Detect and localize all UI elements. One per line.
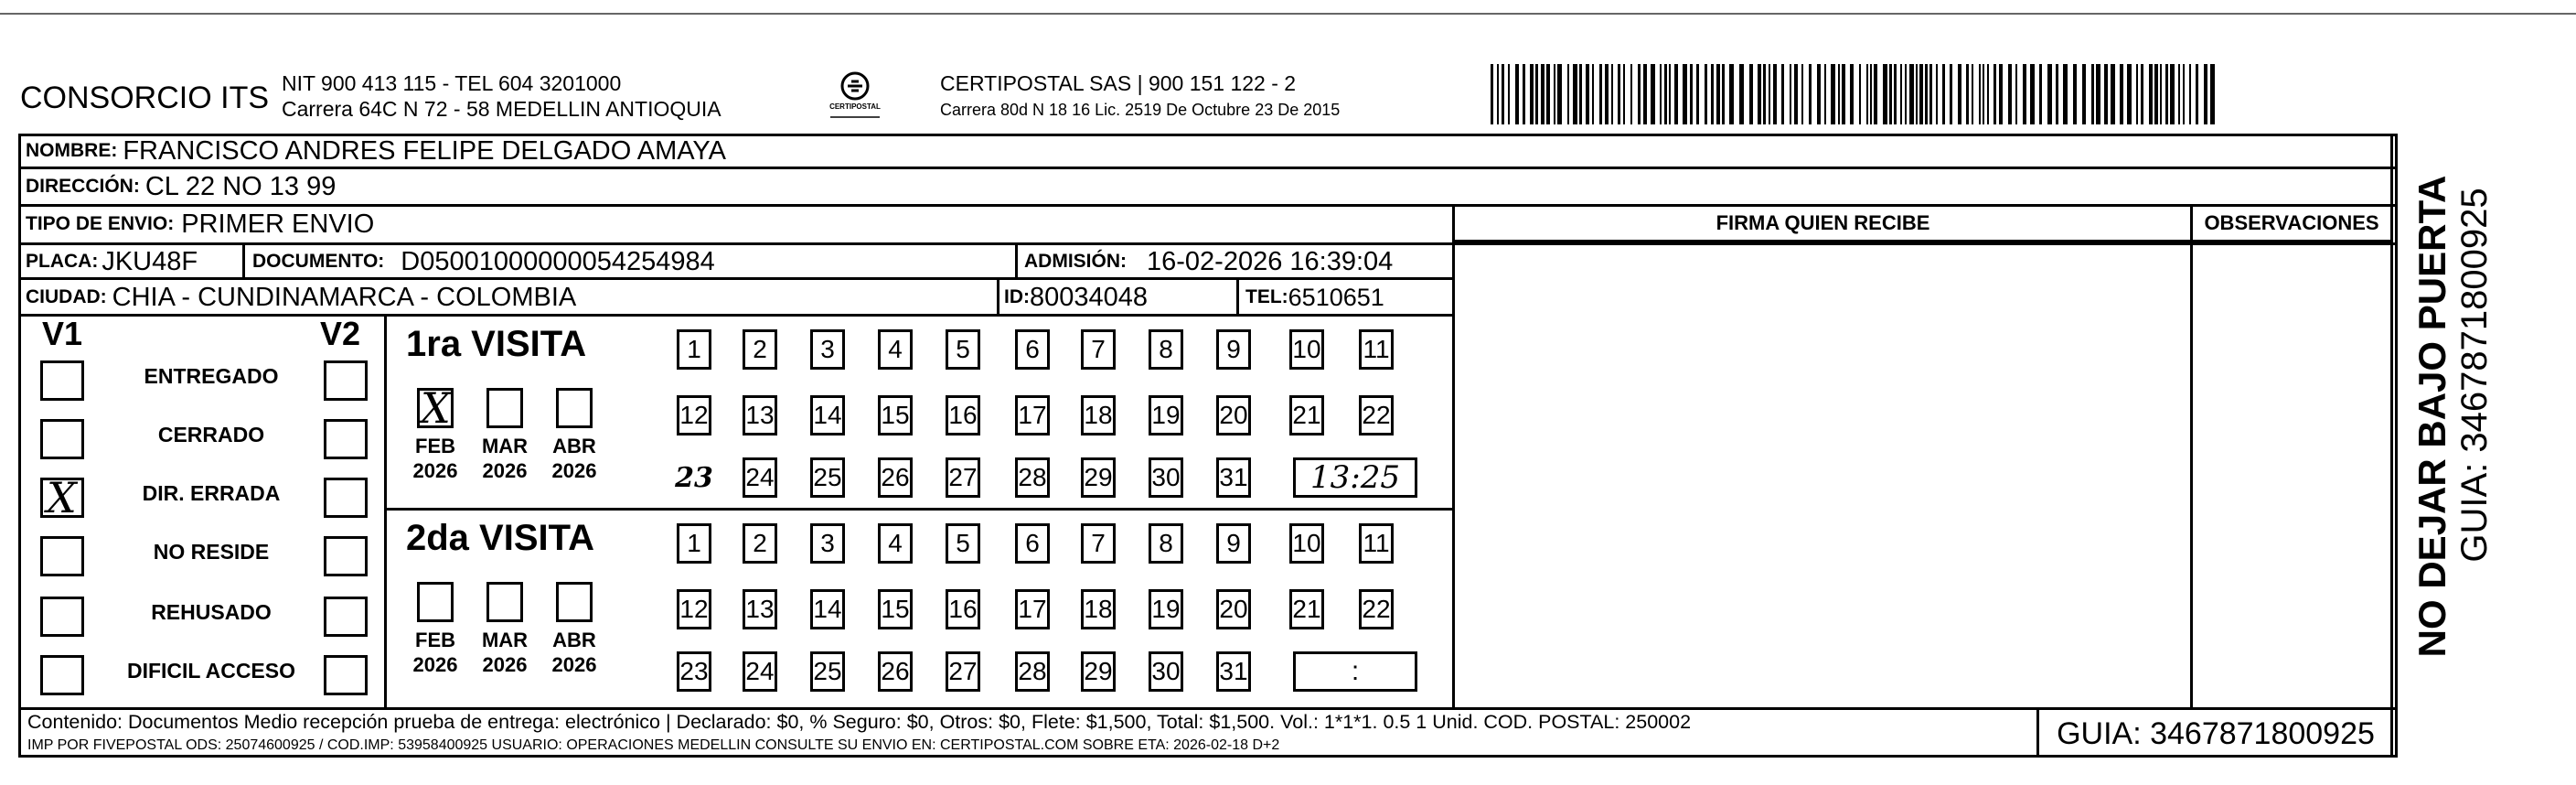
v2-checkbox-3[interactable] (324, 536, 368, 576)
top-edge-line (0, 13, 2576, 15)
admision-cell (1024, 244, 1393, 279)
visit-1-day-box[interactable]: 23 (675, 461, 713, 494)
visit-1-month-box[interactable] (417, 383, 454, 433)
no-dejar-bajo-puerta: NO DEJAR BAJO PUERTA (2410, 175, 2453, 658)
visit-2-day-box[interactable]: 30 (1149, 651, 1183, 692)
visit-1-title: 1ra VISITA (406, 324, 587, 364)
visit-2-title: 2da VISITA (406, 518, 594, 558)
direccion-value: CL 22 NO 13 99 (144, 171, 337, 201)
status-option-label: NO RESIDE (153, 540, 270, 564)
visit-2-time-box[interactable]: : (1293, 651, 1417, 692)
documento-value: D05001000000054254984 (401, 246, 715, 276)
visit-2-day-box[interactable]: 18 (1081, 589, 1116, 629)
month-year: 2026 (412, 653, 458, 676)
visit-1-month-box[interactable] (556, 388, 593, 428)
id-value: 80034048 (1030, 282, 1149, 312)
visit-1-day-box[interactable]: 5 (946, 329, 980, 370)
visit-1-day-box[interactable]: 6 (1015, 329, 1050, 370)
direccion-label: DIRECCIÓN: (26, 176, 140, 197)
visit-2-day-box[interactable]: 6 (1015, 523, 1050, 564)
visit-2-day-box[interactable]: 20 (1216, 589, 1251, 629)
tipo-value: PRIMER ENVIO (181, 209, 375, 239)
v1-checkbox-1[interactable] (40, 419, 84, 459)
visit-1-day-box[interactable]: 7 (1081, 329, 1116, 370)
month-check-mark: X (421, 383, 451, 433)
visit-2-month-label (547, 628, 602, 677)
visit-2-day-box[interactable]: 1 (677, 523, 711, 564)
status-option-label: REHUSADO (151, 600, 272, 624)
visit-2-day-box[interactable]: 27 (946, 651, 980, 692)
visit-2-day-box[interactable]: 28 (1015, 651, 1050, 692)
visit-2-day-box[interactable]: 13 (743, 589, 777, 629)
visit-1-day-box[interactable]: 14 (810, 395, 845, 436)
tipo-row (26, 206, 374, 242)
month-name: ABR (552, 435, 596, 457)
status-option-label: DIFICIL ACCESO (126, 659, 295, 683)
visit-1-month-box[interactable] (486, 388, 523, 428)
visit-2-day-box[interactable]: 9 (1216, 523, 1251, 564)
v1-check-mark: X (47, 473, 77, 522)
v1-checkbox-5[interactable] (40, 655, 84, 695)
ciudad-cell (26, 279, 576, 316)
firma-header: FIRMA QUIEN RECIBE (1716, 211, 1930, 234)
visit-2-day-box[interactable]: 10 (1289, 523, 1324, 564)
visit-2-day-box[interactable]: 17 (1015, 589, 1050, 629)
visit-1-day-box[interactable]: 31 (1216, 457, 1251, 498)
visit-1-month-label (547, 434, 602, 483)
visit-2-day-box[interactable]: 25 (810, 651, 845, 692)
observaciones-header: OBSERVACIONES (2204, 211, 2379, 234)
visit-2-day-box[interactable]: 23 (677, 651, 711, 692)
visit-1-day-box[interactable]: 1 (677, 329, 711, 370)
visit-1-day-box[interactable]: 28 (1015, 457, 1050, 498)
visit-2-day-box[interactable]: 19 (1149, 589, 1183, 629)
footer-guia: GUIA: 3467871800925 (2057, 715, 2375, 751)
placa-value: JKU48F (102, 246, 198, 276)
visit-1-day-box[interactable]: 16 (946, 395, 980, 436)
visit-1-day-box[interactable]: 17 (1015, 395, 1050, 436)
direccion-row (26, 168, 336, 205)
admision-label: ADMISIÓN: (1024, 251, 1127, 272)
v2-header: V2 (320, 315, 361, 352)
visit-2-month-label (408, 628, 463, 677)
month-name: FEB (415, 629, 455, 651)
visit-1-day-box[interactable]: 18 (1081, 395, 1116, 436)
v1-checkbox-0[interactable] (40, 360, 84, 401)
visit-2-day-box[interactable]: 26 (878, 651, 913, 692)
visit-1-day-box[interactable]: 24 (743, 457, 777, 498)
visit-1-day-box[interactable]: 29 (1081, 457, 1116, 498)
courier-address: Carrera 80d N 18 16 Lic. 2519 De Octubre 23 De 2015 (940, 101, 1341, 119)
visit-2-day-box[interactable]: 29 (1081, 651, 1116, 692)
status-option-label: CERRADO (157, 423, 265, 446)
visit-2-day-box[interactable]: 12 (677, 589, 711, 629)
visit-1-day-box[interactable]: 3 (810, 329, 845, 370)
month-year: 2026 (551, 459, 597, 482)
visit-2-month-box[interactable] (417, 582, 454, 622)
visit-1-day-box[interactable]: 13 (743, 395, 777, 436)
v1-checkbox-3[interactable] (40, 536, 84, 576)
id-cell (1004, 279, 1148, 316)
visit-2-day-box[interactable]: 8 (1149, 523, 1183, 564)
v1-checkbox-2[interactable] (40, 473, 84, 522)
barcode (1491, 64, 2213, 124)
month-year: 2026 (551, 653, 597, 676)
documento-label: DOCUMENTO: (252, 251, 385, 272)
ciudad-label: CIUDAD: (26, 286, 107, 307)
placa-label: PLACA: (26, 251, 99, 272)
v2-checkbox-5[interactable] (324, 655, 368, 695)
side-text-block (2410, 160, 2493, 672)
visit-1-time-box[interactable]: 13:25 (1293, 457, 1417, 498)
visit-2-day-box[interactable]: 4 (878, 523, 913, 564)
v1-checkbox-4[interactable] (40, 597, 84, 637)
tel-value: 6510651 (1288, 283, 1384, 311)
visit-1-day-box[interactable]: 4 (878, 329, 913, 370)
status-option-label: ENTREGADO (144, 364, 279, 388)
visit-1-day-box[interactable]: 27 (946, 457, 980, 498)
tel-label: TEL: (1245, 286, 1288, 307)
v1-header: V1 (42, 315, 83, 352)
visit-1-day-box[interactable]: 20 (1216, 395, 1251, 436)
logo-text: CERTIPOSTAL (829, 102, 881, 111)
month-name: MAR (481, 629, 529, 651)
status-option-label: DIR. ERRADA (142, 481, 281, 505)
v2-checkbox-1[interactable] (324, 419, 368, 459)
visit-1-day-box[interactable]: 25 (810, 457, 845, 498)
visit-1-day-box[interactable]: 9 (1216, 329, 1251, 370)
nombre-value: FRANCISCO ANDRES FELIPE DELGADO AMAYA (123, 135, 726, 166)
month-year: 2026 (412, 459, 458, 482)
visit-2-day-box[interactable]: 15 (878, 589, 913, 629)
v2-checkbox-0[interactable] (324, 360, 368, 401)
side-guia: GUIA: 3467871800925 (2454, 188, 2495, 563)
month-name: FEB (415, 435, 455, 457)
month-year: 2026 (482, 459, 528, 482)
contenido-line: Contenido: Documentos Medio recepción prueba de entrega: electrónico | Declarado: $0, % Seguro: $0, Otros: $0, Flete: $1,500, Total: $1,500. Vol.: 1*1*1. 0.5 1 Unid. COD. POSTAL: 250002 (27, 711, 1692, 733)
visit-2-day-box[interactable]: 2 (743, 523, 777, 564)
company-address: Carrera 64C N 72 - 58 MEDELLIN ANTIOQUIA (282, 97, 721, 121)
nit-line: NIT 900 413 115 - TEL 604 3201000 (282, 71, 622, 95)
certipostal-logo-icon (823, 68, 887, 123)
visit-2-day-box[interactable]: 24 (743, 651, 777, 692)
v2-checkbox-4[interactable] (324, 597, 368, 637)
visit-2-day-box[interactable]: 7 (1081, 523, 1116, 564)
v2-checkbox-2[interactable] (324, 478, 368, 518)
visit-2-day-box[interactable]: 22 (1359, 589, 1394, 629)
nombre-label: NOMBRE: (26, 140, 118, 161)
visit-1-day-box[interactable]: 26 (878, 457, 913, 498)
visit-1-day-box[interactable]: 10 (1289, 329, 1324, 370)
visit-2-day-box[interactable]: 16 (946, 589, 980, 629)
visit-2-day-box[interactable]: 11 (1359, 523, 1394, 564)
visit-2-day-box[interactable]: 31 (1216, 651, 1251, 692)
placa-cell (26, 244, 198, 279)
courier-line: CERTIPOSTAL SAS | 900 151 122 - 2 (940, 71, 1297, 95)
company-name: CONSORCIO ITS (20, 81, 270, 115)
visit-1-day-box[interactable]: 30 (1149, 457, 1183, 498)
visit-1-day-box[interactable]: 8 (1149, 329, 1183, 370)
month-name: MAR (481, 435, 529, 457)
visit-1-day-box[interactable]: 21 (1289, 395, 1324, 436)
visit-1-day-box[interactable]: 12 (677, 395, 711, 436)
visit-2-month-box[interactable] (486, 582, 523, 622)
tel-cell (1245, 279, 1384, 316)
visit-2-month-label (477, 628, 532, 677)
visit-2-month-box[interactable] (556, 582, 593, 622)
imp-line: IMP POR FIVEPOSTAL ODS: 25074600925 / COD.IMP: 53958400925 USUARIO: OPERACIONES MEDELLIN CONSULTE SU ENVIO EN: CERTIPOSTAL.COM SOBRE ETA: 2026-02-18 D+2 (27, 737, 1280, 753)
month-name: ABR (552, 629, 596, 651)
visit-1-day-box[interactable]: 15 (878, 395, 913, 436)
visit-2-day-box[interactable]: 21 (1289, 589, 1324, 629)
tipo-label: TIPO DE ENVIO: (26, 213, 175, 234)
visit-1-day-box[interactable]: 19 (1149, 395, 1183, 436)
visit-1-month-label (408, 434, 463, 483)
ciudad-value: CHIA - CUNDINAMARCA - COLOMBIA (112, 282, 577, 312)
visit-1-day-box[interactable]: 2 (743, 329, 777, 370)
visit-2-day-box[interactable]: 3 (810, 523, 845, 564)
visit-1-month-label (477, 434, 532, 483)
nombre-row (26, 134, 726, 168)
visit-2-day-box[interactable]: 5 (946, 523, 980, 564)
admision-value: 16-02-2026 16:39:04 (1147, 246, 1394, 276)
visit-1-day-box[interactable]: 11 (1359, 329, 1394, 370)
visit-1-day-box[interactable]: 22 (1359, 395, 1394, 436)
visit-2-day-box[interactable]: 14 (810, 589, 845, 629)
id-label: ID: (1004, 286, 1030, 307)
month-year: 2026 (482, 653, 528, 676)
documento-cell (252, 244, 715, 279)
